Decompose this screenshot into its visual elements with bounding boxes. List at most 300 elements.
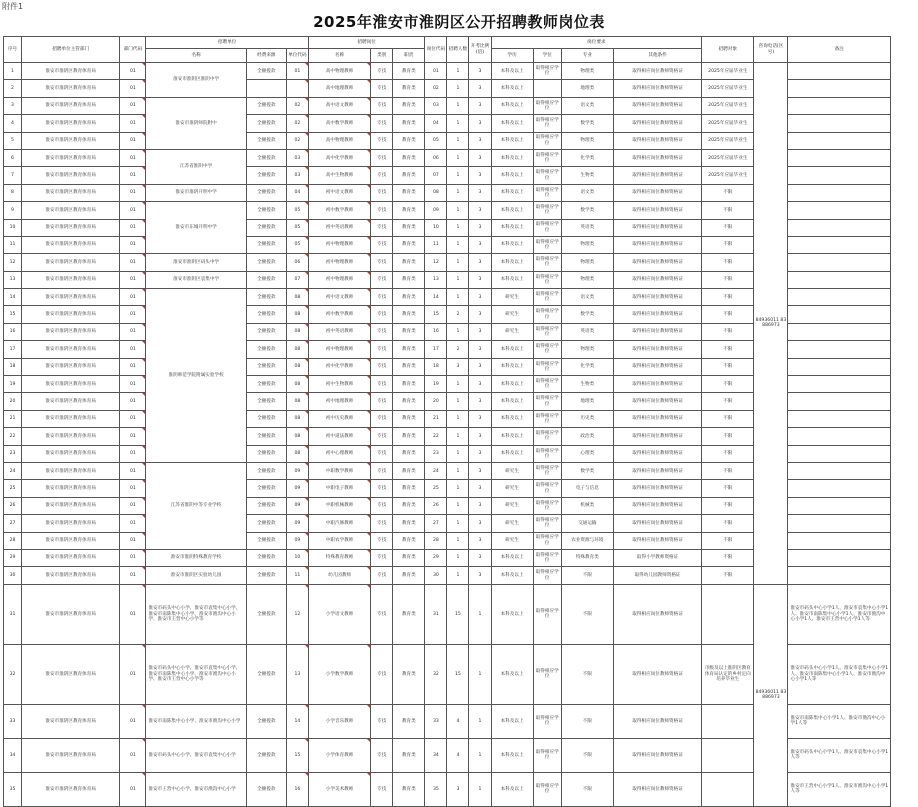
row-post-name: 小学音乐教师 bbox=[308, 704, 370, 738]
row-unit-code: 05 bbox=[286, 202, 308, 219]
row-major: 交通运输 bbox=[561, 515, 613, 532]
row-admin-unit: 淮安市淮阴区教育体育局 bbox=[22, 167, 120, 184]
row-admin-unit: 淮安市淮阴区教育体育局 bbox=[22, 532, 120, 549]
row-other: 取得相应岗位教师资格证 bbox=[613, 584, 701, 644]
row-remark bbox=[788, 80, 891, 97]
row-post-code: 13 bbox=[425, 271, 447, 288]
row-funding: 全额拨款 bbox=[246, 532, 286, 549]
row-funding: 全额拨款 bbox=[246, 289, 286, 306]
row-unit-code: 08 bbox=[286, 358, 308, 375]
header-degree: 学位 bbox=[533, 49, 561, 63]
row-other: 取得相应岗位教师资格证 bbox=[613, 97, 701, 114]
row-ratio: 3 bbox=[469, 184, 491, 201]
row-post-cat: 专技 bbox=[371, 289, 393, 306]
row-major: 英语类 bbox=[561, 219, 613, 236]
row-funding: 全额拨款 bbox=[246, 97, 286, 114]
row-dept-code: 01 bbox=[120, 497, 146, 514]
row-admin-unit: 淮安市淮阴区教育体育局 bbox=[22, 63, 120, 80]
row-edu: 本科及以上 bbox=[491, 115, 533, 132]
row-other: 取得相应岗位教师资格证 bbox=[613, 704, 701, 738]
row-post-type: 教育类 bbox=[393, 184, 425, 201]
row-ratio: 3 bbox=[469, 97, 491, 114]
row-post-name: 初中化学教师 bbox=[308, 358, 370, 375]
table-body bbox=[4, 63, 891, 807]
row-target: 2025年应届毕业生 bbox=[702, 97, 754, 114]
row-dept-code: 01 bbox=[120, 480, 146, 497]
row-admin-unit: 淮安市淮阴区教育体育局 bbox=[22, 497, 120, 514]
row-admin-unit: 淮安市淮阴区教育体育局 bbox=[22, 704, 120, 738]
row-major: 数学类 bbox=[561, 462, 613, 479]
row-admin-unit: 淮安市淮阴区教育体育局 bbox=[22, 393, 120, 410]
row-funding: 全额拨款 bbox=[246, 167, 286, 184]
row-edu: 研究生 bbox=[491, 497, 533, 514]
row-degree: 取得相应学位 bbox=[533, 97, 561, 114]
row-degree: 取得相应学位 bbox=[533, 202, 561, 219]
row-unit-code: 12 bbox=[286, 584, 308, 644]
row-edu: 本科及以上 bbox=[491, 271, 533, 288]
row-post-name: 初中物理教师 bbox=[308, 236, 370, 253]
row-target: 不限 bbox=[702, 567, 754, 584]
row-post-code: 19 bbox=[425, 376, 447, 393]
row-unit-code: 11 bbox=[286, 567, 308, 584]
row-dept-code: 01 bbox=[120, 323, 146, 340]
row-admin-unit: 淮安市淮阴区教育体育局 bbox=[22, 567, 120, 584]
row-post-cat: 专技 bbox=[371, 358, 393, 375]
row-major: 特殊教育类 bbox=[561, 549, 613, 566]
row-seq: 28 bbox=[4, 532, 22, 549]
row-edu: 本科及以上 bbox=[491, 549, 533, 566]
row-post-name: 初中语文教师 bbox=[308, 289, 370, 306]
row-degree: 取得相应学位 bbox=[533, 376, 561, 393]
row-seq: 33 bbox=[4, 704, 22, 738]
row-remark bbox=[788, 410, 891, 427]
row-ratio: 3 bbox=[469, 149, 491, 166]
header-unit-code: 单位代码 bbox=[286, 49, 308, 63]
row-other: 取得相应岗位教师资格证 bbox=[613, 462, 701, 479]
row-count: 1 bbox=[447, 63, 469, 80]
row-unit-code: 03 bbox=[286, 167, 308, 184]
row-remark bbox=[788, 306, 891, 323]
row-unit-code: 09 bbox=[286, 515, 308, 532]
row-remark bbox=[788, 236, 891, 253]
row-remark bbox=[788, 254, 891, 271]
row-seq: 21 bbox=[4, 410, 22, 427]
row-post-code: 23 bbox=[425, 445, 447, 462]
row-post-code: 09 bbox=[425, 202, 447, 219]
row-unit-name: 江苏省淮阴中学 bbox=[146, 149, 246, 184]
row-count: 1 bbox=[447, 97, 469, 114]
row-post-type: 教育类 bbox=[393, 704, 425, 738]
row-post-type: 教育类 bbox=[393, 323, 425, 340]
row-seq: 16 bbox=[4, 323, 22, 340]
row-degree: 取得相应学位 bbox=[533, 567, 561, 584]
row-admin-unit: 淮安市淮阴区教育体育局 bbox=[22, 271, 120, 288]
row-major: 不限 bbox=[561, 584, 613, 644]
row-degree: 取得相应学位 bbox=[533, 167, 561, 184]
header-edu: 学历 bbox=[491, 49, 533, 63]
row-edu: 本科及以上 bbox=[491, 97, 533, 114]
row-target: 2025年应届毕业生 bbox=[702, 80, 754, 97]
row-dept-code: 01 bbox=[120, 445, 146, 462]
row-post-type: 教育类 bbox=[393, 738, 425, 772]
row-funding: 全额拨款 bbox=[246, 358, 286, 375]
row-degree: 取得相应学位 bbox=[533, 462, 561, 479]
row-degree: 取得相应学位 bbox=[533, 704, 561, 738]
row-target: 不限 bbox=[702, 184, 754, 201]
row-count: 4 bbox=[447, 738, 469, 772]
row-target bbox=[702, 704, 754, 738]
row-ratio: 3 bbox=[469, 341, 491, 358]
row-edu: 本科及以上 bbox=[491, 644, 533, 704]
row-other: 取得相应岗位教师资格证 bbox=[613, 80, 701, 97]
row-other: 取得相应岗位教师资格证 bbox=[613, 149, 701, 166]
row-admin-unit: 淮安市淮阴区教育体育局 bbox=[22, 549, 120, 566]
row-other: 取得相应岗位教师资格证 bbox=[613, 132, 701, 149]
row-count: 15 bbox=[447, 584, 469, 644]
row-edu: 本科及以上 bbox=[491, 341, 533, 358]
row-count: 1 bbox=[447, 323, 469, 340]
row-degree: 取得相应学位 bbox=[533, 428, 561, 445]
row-post-cat: 专技 bbox=[371, 393, 393, 410]
row-post-name: 初中道法教师 bbox=[308, 428, 370, 445]
row-unit-code: 05 bbox=[286, 236, 308, 253]
row-count: 1 bbox=[447, 428, 469, 445]
row-funding: 全额拨款 bbox=[246, 115, 286, 132]
row-unit-name: 淮安市淮阴开明中学 bbox=[146, 184, 246, 201]
row-post-code: 17 bbox=[425, 341, 447, 358]
row-major: 地理类 bbox=[561, 393, 613, 410]
job-table bbox=[3, 36, 891, 807]
row-edu: 本科及以上 bbox=[491, 704, 533, 738]
row-remark bbox=[788, 515, 891, 532]
row-dept-code: 01 bbox=[120, 219, 146, 236]
row-ratio: 3 bbox=[469, 236, 491, 253]
row-post-name: 高中语文教师 bbox=[308, 97, 370, 114]
row-ratio: 3 bbox=[469, 219, 491, 236]
row-count: 3 bbox=[447, 772, 469, 806]
header-other: 其他条件 bbox=[613, 49, 701, 63]
row-unit-code: 06 bbox=[286, 254, 308, 271]
row-major: 心理类 bbox=[561, 445, 613, 462]
row-count: 1 bbox=[447, 271, 469, 288]
row-funding: 全额拨款 bbox=[246, 376, 286, 393]
row-edu: 本科及以上 bbox=[491, 772, 533, 806]
row-post-cat: 专技 bbox=[371, 115, 393, 132]
row-post-cat: 专技 bbox=[371, 410, 393, 427]
row-edu: 本科及以上 bbox=[491, 445, 533, 462]
row-unit-code: 08 bbox=[286, 393, 308, 410]
row-major: 化学类 bbox=[561, 149, 613, 166]
row-post-type: 教育类 bbox=[393, 271, 425, 288]
row-seq: 5 bbox=[4, 132, 22, 149]
row-unit-code: 03 bbox=[286, 149, 308, 166]
row-unit-code: 04 bbox=[286, 184, 308, 201]
row-post-name: 初中物理教师 bbox=[308, 254, 370, 271]
row-ratio: 3 bbox=[469, 289, 491, 306]
row-post-type: 教育类 bbox=[393, 149, 425, 166]
row-major: 政治类 bbox=[561, 428, 613, 445]
row-dept-code: 01 bbox=[120, 115, 146, 132]
row-dept-code: 01 bbox=[120, 704, 146, 738]
row-funding: 全额拨款 bbox=[246, 584, 286, 644]
row-degree: 取得相应学位 bbox=[533, 445, 561, 462]
table-row bbox=[4, 63, 891, 80]
row-remark bbox=[788, 549, 891, 566]
row-post-type: 教育类 bbox=[393, 341, 425, 358]
row-post-name: 初中数学教师 bbox=[308, 306, 370, 323]
row-count: 1 bbox=[447, 532, 469, 549]
row-post-code: 12 bbox=[425, 254, 447, 271]
row-degree: 取得相应学位 bbox=[533, 358, 561, 375]
row-degree: 取得相应学位 bbox=[533, 532, 561, 549]
row-ratio: 3 bbox=[469, 80, 491, 97]
row-dept-code: 01 bbox=[120, 254, 146, 271]
row-ratio: 3 bbox=[469, 202, 491, 219]
row-edu: 研究生 bbox=[491, 306, 533, 323]
row-target: 不限 bbox=[702, 289, 754, 306]
row-count: 1 bbox=[447, 202, 469, 219]
row-remark bbox=[788, 323, 891, 340]
header-post-code: 岗位代码 bbox=[425, 37, 447, 63]
row-funding: 全额拨款 bbox=[246, 149, 286, 166]
row-edu: 本科及以上 bbox=[491, 236, 533, 253]
row-remark bbox=[788, 393, 891, 410]
row-admin-unit: 淮安市淮阴区教育体育局 bbox=[22, 376, 120, 393]
row-remark bbox=[788, 480, 891, 497]
row-target: 不限 bbox=[702, 236, 754, 253]
row-ratio: 3 bbox=[469, 254, 491, 271]
row-major: 不限 bbox=[561, 644, 613, 704]
row-major: 数学类 bbox=[561, 202, 613, 219]
row-post-type: 教育类 bbox=[393, 567, 425, 584]
row-major: 语文类 bbox=[561, 289, 613, 306]
row-post-type: 教育类 bbox=[393, 167, 425, 184]
header-ratio: 开考比例(倍) bbox=[469, 37, 491, 63]
row-target: 不限 bbox=[702, 532, 754, 549]
row-major: 不限 bbox=[561, 772, 613, 806]
row-edu: 本科及以上 bbox=[491, 738, 533, 772]
row-seq: 29 bbox=[4, 549, 22, 566]
row-funding: 全额拨款 bbox=[246, 515, 286, 532]
row-funding: 全额拨款 bbox=[246, 271, 286, 288]
row-post-name: 中职机械教师 bbox=[308, 497, 370, 514]
row-count: 1 bbox=[447, 393, 469, 410]
row-count: 1 bbox=[447, 480, 469, 497]
row-count: 1 bbox=[447, 236, 469, 253]
header-req-group: 岗位要求 bbox=[491, 37, 702, 49]
row-post-code: 22 bbox=[425, 428, 447, 445]
row-remark bbox=[788, 341, 891, 358]
row-unit-code: 08 bbox=[286, 341, 308, 358]
row-count: 3 bbox=[447, 358, 469, 375]
row-target: 不限 bbox=[702, 219, 754, 236]
row-count: 1 bbox=[447, 515, 469, 532]
row-post-type: 教育类 bbox=[393, 80, 425, 97]
row-unit-name: 淮安市码头中心小学、淮安市袁集中心小学、淮安市南陈集中心小学、淮安市渔沟中心小学、淮安市王营中心小学等 bbox=[146, 644, 246, 704]
row-ratio: 3 bbox=[469, 410, 491, 427]
row-degree: 取得相应学位 bbox=[533, 584, 561, 644]
row-dept-code: 01 bbox=[120, 462, 146, 479]
row-unit-name: 淮安市淮阴特殊教育学校 bbox=[146, 549, 246, 566]
row-post-cat: 专技 bbox=[371, 738, 393, 772]
row-post-name: 中职汽修教师 bbox=[308, 515, 370, 532]
header-seq: 序号 bbox=[4, 37, 22, 63]
row-ratio: 3 bbox=[469, 567, 491, 584]
row-unit-name: 淮安市码头中心小学、淮安市袁集中心小学、淮安市南陈集中心小学、淮安市渔沟中心小学、淮安市王营中心小学等 bbox=[146, 584, 246, 644]
row-count: 1 bbox=[447, 167, 469, 184]
row-post-type: 教育类 bbox=[393, 358, 425, 375]
row-post-name: 特殊教育教师 bbox=[308, 549, 370, 566]
row-unit-name: 淮安市淮阴区袁集中学 bbox=[146, 271, 246, 288]
row-target: 不限 bbox=[702, 202, 754, 219]
row-major: 语文类 bbox=[561, 97, 613, 114]
row-post-type: 教育类 bbox=[393, 445, 425, 462]
row-funding: 全额拨款 bbox=[246, 341, 286, 358]
row-degree: 取得相应学位 bbox=[533, 63, 561, 80]
row-target: 不限 bbox=[702, 428, 754, 445]
row-degree: 取得相应学位 bbox=[533, 254, 561, 271]
row-ratio: 3 bbox=[469, 132, 491, 149]
row-post-type: 教育类 bbox=[393, 644, 425, 704]
row-target: 不限 bbox=[702, 480, 754, 497]
row-ratio: 3 bbox=[469, 515, 491, 532]
row-other: 取得相应岗位教师资格证 bbox=[613, 167, 701, 184]
row-seq: 3 bbox=[4, 97, 22, 114]
row-dept-code: 01 bbox=[120, 772, 146, 806]
row-degree: 取得相应学位 bbox=[533, 149, 561, 166]
row-unit-code: 08 bbox=[286, 306, 308, 323]
row-target: 2025年应届毕业生 bbox=[702, 167, 754, 184]
row-target: 不限 bbox=[702, 254, 754, 271]
row-post-cat: 专技 bbox=[371, 445, 393, 462]
row-admin-unit: 淮安市淮阴区教育体育局 bbox=[22, 323, 120, 340]
row-funding: 全额拨款 bbox=[246, 306, 286, 323]
row-post-cat: 专技 bbox=[371, 515, 393, 532]
row-other: 取得相应岗位教师资格证 bbox=[613, 772, 701, 806]
row-post-type: 教育类 bbox=[393, 376, 425, 393]
row-admin-unit: 淮安市淮阴区教育体育局 bbox=[22, 410, 120, 427]
row-admin-unit: 淮安市淮阴区教育体育局 bbox=[22, 480, 120, 497]
row-seq: 10 bbox=[4, 219, 22, 236]
header-post-group: 招聘岗位 bbox=[308, 37, 424, 49]
row-target: 2025年应届毕业生 bbox=[702, 115, 754, 132]
row-admin-unit: 淮安市淮阴区教育体育局 bbox=[22, 289, 120, 306]
row-post-cat: 专技 bbox=[371, 97, 393, 114]
row-other: 取得相应岗位教师资格证 bbox=[613, 63, 701, 80]
row-major: 数学类 bbox=[561, 115, 613, 132]
row-unit-code bbox=[286, 80, 308, 97]
row-degree: 取得相应学位 bbox=[533, 497, 561, 514]
row-post-cat: 专技 bbox=[371, 462, 393, 479]
row-count: 15 bbox=[447, 644, 469, 704]
row-unit-code: 02 bbox=[286, 115, 308, 132]
row-post-name: 初中英语教师 bbox=[308, 219, 370, 236]
row-remark bbox=[788, 167, 891, 184]
row-post-cat: 专技 bbox=[371, 271, 393, 288]
row-funding: 全额拨款 bbox=[246, 480, 286, 497]
row-post-name: 初中历史教师 bbox=[308, 410, 370, 427]
row-funding: 全额拨款 bbox=[246, 219, 286, 236]
row-funding: 全额拨款 bbox=[246, 738, 286, 772]
row-other: 取得相应岗位教师资格证 bbox=[613, 323, 701, 340]
row-post-name: 幼儿园教师 bbox=[308, 567, 370, 584]
row-count: 1 bbox=[447, 410, 469, 427]
row-major: 物理类 bbox=[561, 271, 613, 288]
row-funding: 全额拨款 bbox=[246, 445, 286, 462]
row-other: 取得相应岗位教师资格证 bbox=[613, 393, 701, 410]
row-seq: 24 bbox=[4, 462, 22, 479]
row-other: 取得相应岗位教师资格证 bbox=[613, 376, 701, 393]
row-post-type: 教育类 bbox=[393, 393, 425, 410]
row-count: 1 bbox=[447, 115, 469, 132]
row-ratio: 3 bbox=[469, 376, 491, 393]
row-other: 取得相应岗位教师资格证 bbox=[613, 306, 701, 323]
row-major: 语文类 bbox=[561, 184, 613, 201]
row-post-type: 教育类 bbox=[393, 132, 425, 149]
row-post-name: 中职农学教师 bbox=[308, 532, 370, 549]
row-ratio: 3 bbox=[469, 358, 491, 375]
row-count: 1 bbox=[447, 184, 469, 201]
row-post-type: 教育类 bbox=[393, 532, 425, 549]
row-post-type: 教育类 bbox=[393, 515, 425, 532]
row-post-code: 34 bbox=[425, 738, 447, 772]
row-post-type: 教育类 bbox=[393, 63, 425, 80]
row-edu: 本科及以上 bbox=[491, 584, 533, 644]
row-target: 不限 bbox=[702, 462, 754, 479]
row-unit-code: 15 bbox=[286, 738, 308, 772]
row-major: 英语类 bbox=[561, 323, 613, 340]
row-post-cat: 专技 bbox=[371, 644, 393, 704]
row-post-code: 11 bbox=[425, 236, 447, 253]
row-major: 机械类 bbox=[561, 497, 613, 514]
row-major: 化学类 bbox=[561, 358, 613, 375]
row-post-cat: 专技 bbox=[371, 772, 393, 806]
row-ratio: 1 bbox=[469, 772, 491, 806]
row-post-type: 教育类 bbox=[393, 428, 425, 445]
row-major: 不限 bbox=[561, 704, 613, 738]
row-remark bbox=[788, 271, 891, 288]
row-post-cat: 专技 bbox=[371, 236, 393, 253]
row-count: 1 bbox=[447, 219, 469, 236]
row-funding: 全额拨款 bbox=[246, 462, 286, 479]
row-post-name: 初中地理教师 bbox=[308, 393, 370, 410]
row-post-name: 初中数学教师 bbox=[308, 202, 370, 219]
row-admin-unit: 淮安市淮阴区教育体育局 bbox=[22, 341, 120, 358]
row-post-cat: 专技 bbox=[371, 549, 393, 566]
row-dept-code: 01 bbox=[120, 80, 146, 97]
row-seq: 18 bbox=[4, 358, 22, 375]
row-post-name: 初中物理教师 bbox=[308, 271, 370, 288]
row-dept-code: 01 bbox=[120, 149, 146, 166]
row-seq: 4 bbox=[4, 115, 22, 132]
row-other: 取得相应岗位教师资格证 bbox=[613, 644, 701, 704]
row-count: 1 bbox=[447, 462, 469, 479]
row-funding: 全额拨款 bbox=[246, 202, 286, 219]
row-remark bbox=[788, 202, 891, 219]
row-other: 取得相应岗位教师资格证 bbox=[613, 202, 701, 219]
row-target: 不限 bbox=[702, 323, 754, 340]
row-degree: 取得相应学位 bbox=[533, 515, 561, 532]
row-unit-code: 13 bbox=[286, 644, 308, 704]
row-unit-name: 淮阴师范学院附属实验学校 bbox=[146, 289, 246, 463]
row-unit-name: 淮安市东城开明中学 bbox=[146, 202, 246, 254]
row-degree: 取得相应学位 bbox=[533, 738, 561, 772]
row-admin-unit: 淮安市淮阴区教育体育局 bbox=[22, 515, 120, 532]
row-post-name: 初中语文教师 bbox=[308, 184, 370, 201]
row-ratio: 3 bbox=[469, 393, 491, 410]
row-dept-code: 01 bbox=[120, 97, 146, 114]
header-target: 招聘对象 bbox=[702, 37, 754, 63]
